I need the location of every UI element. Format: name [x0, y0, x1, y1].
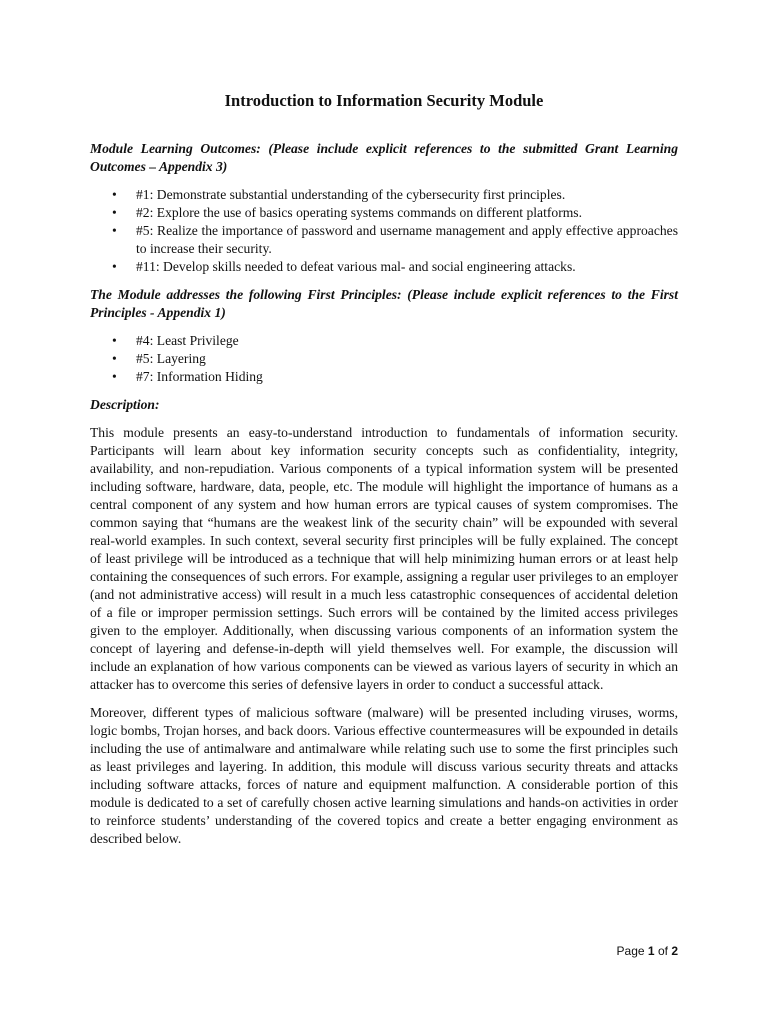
of-label: of [657, 944, 668, 958]
description-paragraph: Moreover, different types of malicious software (malware) will be presented including viruses, worms, logic bombs, Trojan horses, and back doors. Various effective countermeasures will be expounded in details including the use of antimalware and antimalware while relating such use to some the first principles such as least privileges and layering. In addition, this module will discuss various security threats and attacks including software attacks, forces of nature and equipment malfunction. A considerable portion of this module is dedicated to a set of carefully chosen active learning simulations and hands-on activities in order to reinforce students’ understanding of the covered topics and create a better engaging environment as described below. [90, 705, 678, 846]
page-number-footer [617, 942, 678, 960]
list-item: • #5: Realize the importance of password and username management and apply effective approaches to increase their security. [136, 222, 678, 258]
list-item: • #4: Least Privilege [136, 332, 678, 350]
page-label: Page [616, 944, 645, 958]
description-heading: Description: [90, 397, 160, 412]
outcomes-list [90, 186, 678, 276]
list-item: • #5: Layering [136, 350, 678, 368]
list-item: • #11: Develop skills needed to defeat various mal- and social engineering attacks. [136, 258, 678, 276]
document-title: Introduction to Information Security Module [224, 91, 544, 110]
list-item: • #1: Demonstrate substantial understanding of the cybersecurity first principles. [136, 186, 678, 204]
page-total: 2 [671, 944, 678, 958]
principles-list [90, 332, 678, 386]
description-paragraph: This module presents an easy-to-understand introduction to fundamentals of information security. Participants will learn about key information security concepts such as confidentiality, integrity, availability, and non-repudiation. Various components of a typical information system will be presented including software, hardware, data, people, etc. The module will highlight the importance of humans as a central component of any system and how human errors are typical causes of system compromises. The common saying that “humans are the weakest link of the security chain” will be expounded with several real-world examples. In such context, several security first principles will be fully explained. The concept of least privilege will be introduced as a technique that will help minimizing human errors or at least help containing the consequences of such errors. For example, assigning a regular user privileges to an employer (and not administrative access) will result in a much less catastrophic consequences of accidental deletion of a file or improper permission settings. Such errors will be contained by the limited access privileges given to the employer. Additionally, when discussing various components of an information system the concept of layering and defense-in-depth will yield themselves well. For example, the discussion will include an explanation of how various components can be viewed as various layers of security in which an attacker has to overcome this series of defensive layers in order to conduct a successful attack. [90, 425, 678, 692]
outcomes-heading: Module Learning Outcomes: (Please include explicit references to the submitted Grant Learning Outcomes – Appendix 3) [90, 141, 678, 174]
page-current: 1 [647, 944, 655, 958]
list-item: • #2: Explore the use of basics operating systems commands on different platforms. [136, 204, 678, 222]
list-item: • #7: Information Hiding [136, 368, 678, 386]
principles-heading: The Module addresses the following First Principles: (Please include explicit references to the First Principles - Appendix 1) [90, 287, 678, 320]
